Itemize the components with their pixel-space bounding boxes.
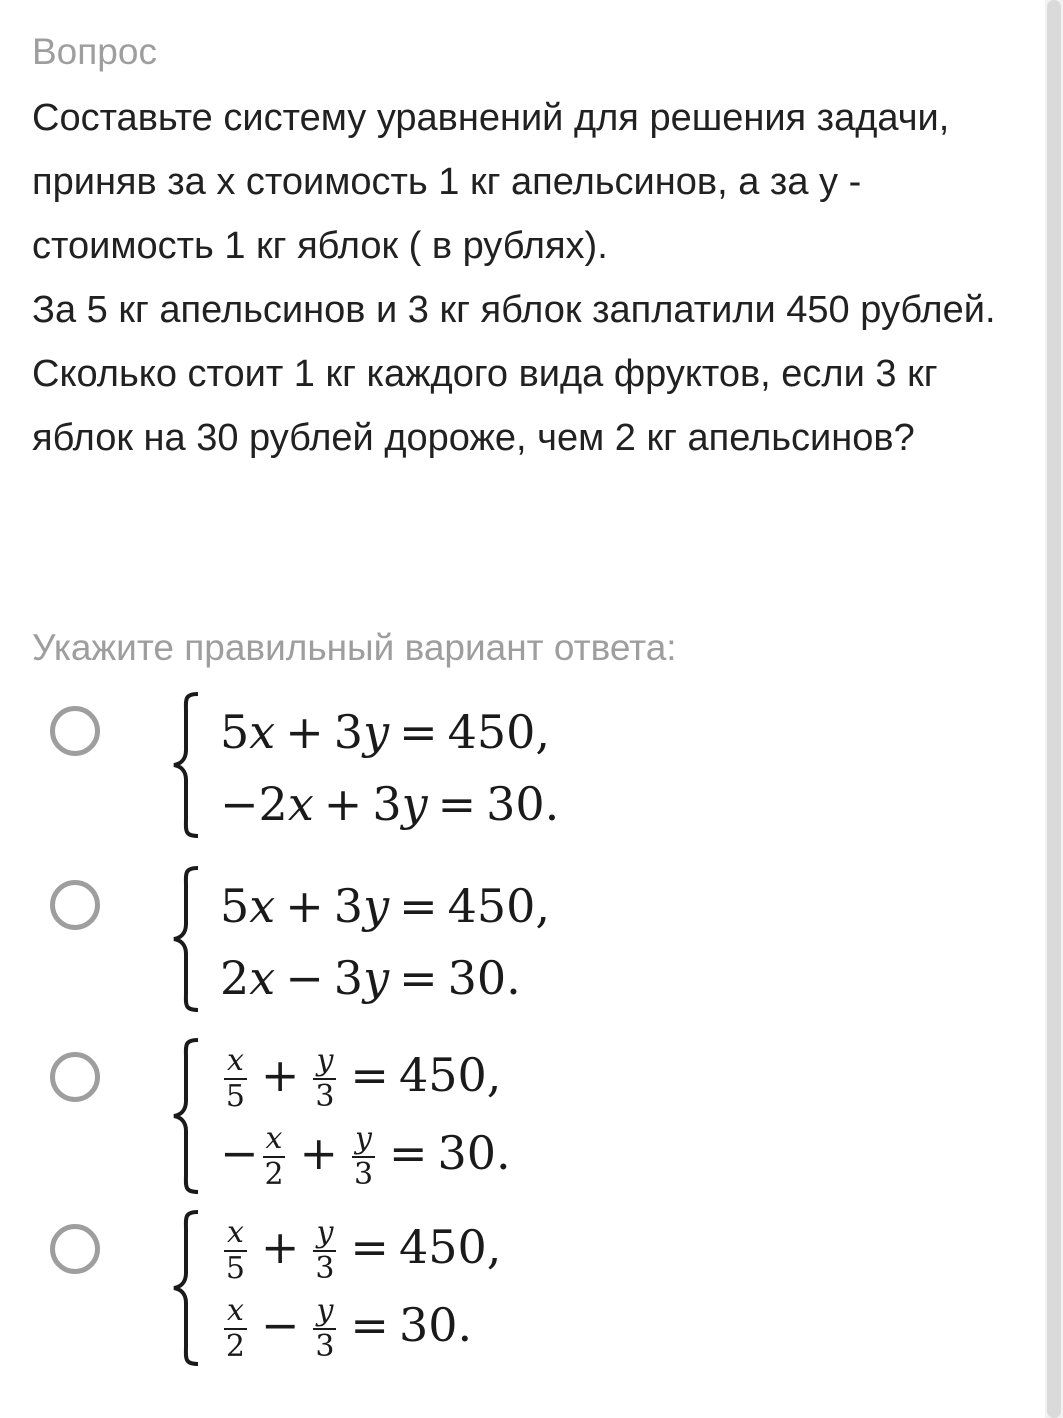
brace-icon (168, 864, 208, 1014)
equation-line-1: $\frac{x}{5}$ + $\frac{y}{3}$ = 450, (225, 1215, 502, 1286)
equation-line-2: 2x − 3y = 30. (220, 951, 521, 1005)
equation-line-1: 5x + 3y = 450, (220, 879, 551, 933)
brace-icon (168, 690, 208, 840)
question-label: Вопрос (32, 31, 157, 72)
scrollbar[interactable] (1045, 0, 1063, 1418)
equation-line-2: −2x + 3y = 30. (220, 777, 560, 831)
equation-system (168, 690, 868, 850)
scrollbar-thumb[interactable] (1047, 0, 1061, 1418)
brace-icon (168, 1208, 208, 1368)
question-text (32, 86, 1007, 470)
answer-option-2[interactable] (0, 864, 1040, 1024)
answer-option-3[interactable] (0, 1036, 1040, 1196)
question-paragraph-1: Составьте систему уравнений для решения задачи, приняв за x стоимость 1 кг апельсинов, а за y - стоимость 1 кг яблок ( в рублях). (32, 97, 950, 267)
radio-button[interactable] (50, 706, 100, 756)
equation-line-1: $\frac{x}{5}$ + $\frac{y}{3}$ = 450, (225, 1043, 502, 1114)
answer-option-1[interactable] (0, 690, 1040, 850)
equation-system (168, 864, 868, 1024)
question-paragraph-2: За 5 кг апельсинов и 3 кг яблок заплатили 450 рублей. Сколько стоит 1 кг каждого вида фруктов, если 3 кг яблок на 30 рублей дороже, чем 2 кг апельсинов? (32, 289, 996, 459)
equation-line-1: 5x + 3y = 450, (220, 705, 551, 759)
radio-button[interactable] (50, 880, 100, 930)
radio-button[interactable] (50, 1052, 100, 1102)
answer-hint: Укажите правильный вариант ответа: (32, 627, 677, 668)
answer-option-4[interactable] (0, 1208, 1040, 1368)
equation-system (168, 1036, 868, 1196)
equation-line-2: − $\frac{x}{2}$ + $\frac{y}{3}$ = 30. (220, 1121, 511, 1192)
equation-line-2: $\frac{x}{2}$ − $\frac{y}{3}$ = 30. (225, 1293, 473, 1364)
equation-system (168, 1208, 868, 1368)
brace-icon (168, 1036, 208, 1196)
radio-button[interactable] (50, 1224, 100, 1274)
